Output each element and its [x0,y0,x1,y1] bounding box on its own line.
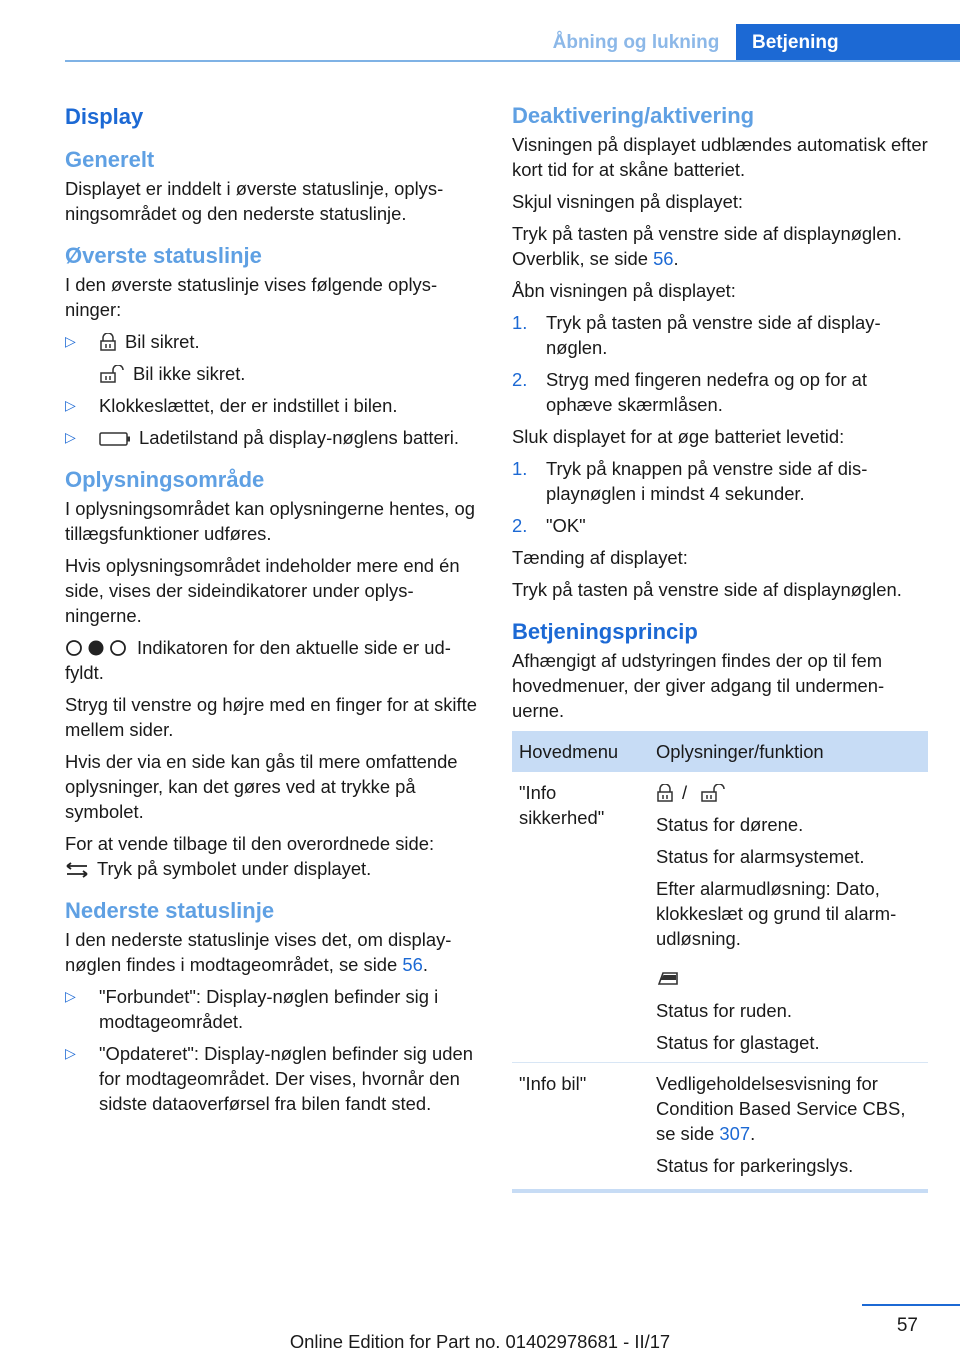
nederste-text: I den nederste statuslinje vises det, om display-nøglen findes i modtageområdet, se side 56. [65,929,452,975]
car-unlocked-text: Bil ikke sikret. [133,363,246,384]
battery-icon [99,431,131,447]
heading-nederste-statuslinje: Nederste statuslinje [65,898,275,923]
deakt-p3: Tryk på tasten på venstre side af displaynøglen. Overblik, se side 56. [512,223,902,269]
list-item: 1. Tryk på tasten på venstre side af displaynøglen. [512,312,881,358]
table-bottom-rule [512,1189,928,1193]
car-unlocked-icon [99,365,125,383]
oplysning-p5: Hvis der via en side kan gås til mere omfattende oplysninger, kan det gøres ved at trykke på symbolet. [65,751,458,822]
list-item: 2. "OK" [512,515,586,536]
car-locked-icon [656,784,674,802]
back-arrow-icon [65,862,89,878]
deakt-p1: Visningen på displayet udblændes automatisk efter kort tid for at skåne batteriet. [512,134,928,180]
nederste-list [65,984,481,1116]
header-chapter-tab[interactable]: Betjening [736,24,960,62]
window-icon [656,968,680,988]
page-link-56[interactable]: 56 [402,954,423,975]
header-rule [65,60,960,62]
header-section-tab[interactable]: Åbning og lukning [552,32,720,53]
return-instruction: Tryk på symbolet under displayet. [97,858,372,879]
bullet-triangle-icon: ▷ [65,988,76,1004]
betjening-text: Afhængigt af udstyringen findes der op til fem hovedmenuer, der giver adgang til undermenuerne. [512,650,885,721]
oplysning-p6 [65,831,481,881]
battery-text: Ladetilstand på display-nøglens batteri. [139,427,459,448]
generelt-text: Displayet er inddelt i øverste statuslinje, oplysningsområdet og den nederste statuslinje. [65,178,444,224]
deakt-p6: Tænding af displayet: [512,547,688,568]
bullet-triangle-icon: ▷ [65,1045,76,1061]
list-item [65,329,481,354]
page-link-307[interactable]: 307 [719,1123,751,1144]
list-item [65,425,481,450]
car-locked-icon [99,333,117,351]
clock-text: Klokkeslættet, der er indstillet i bilen. [99,395,398,416]
steps-off [512,456,928,538]
list-item: ▷ "Forbundet": Display-nøglen befinder sig i modtageområdet. [65,986,439,1032]
table-header-menu: Hovedmenu [512,731,649,772]
deakt-p5: Sluk displayet for at øge batteriet levetid: [512,426,845,447]
menu-table [512,731,928,1185]
page-link-56[interactable]: 56 [653,248,674,269]
table-row: Status for ruden. Status for glastaget. [512,958,928,1063]
page-title: Display [65,104,144,129]
car-locked-text: Bil sikret. [125,331,200,352]
bullet-triangle-icon: ▷ [65,333,76,349]
page-indicator-icon [65,639,129,657]
right-column [512,100,928,1193]
heading-betjeningsprincip: Betjeningsprincip [512,619,698,644]
page-number: 57 [896,1315,918,1336]
deakt-p7: Tryk på tasten på venstre side af displaynøglen. [512,579,902,600]
oplysning-p1: I oplysningsområdet kan oplysningerne hentes, og tillægsfunktioner udføres. [65,498,475,544]
deakt-p2: Skjul visningen på displayet: [512,191,744,212]
return-text: For at vende tilbage til den overordnede side: [65,833,435,854]
list-item: 2. Stryg med fingeren nedefra og op for at ophæve skærmlåsen. [512,369,868,415]
overste-list [65,329,481,450]
heading-generelt: Generelt [65,147,155,172]
heading-oplysningsomrade: Oplysningsområde [65,467,265,492]
oplysning-p3 [65,635,481,685]
deakt-p4: Åbn visningen på displayet: [512,280,736,301]
heading-overste-statuslinje: Øverste statuslinje [65,243,262,268]
footer-text: Online Edition for Part no. 01402978681 - II/17 [289,1331,671,1352]
steps-open [512,310,928,417]
list-item [65,393,481,418]
oplysning-p2: Hvis oplysningsområdet indeholder mere end én side, vises der sideindikatorer under oplysningerne. [65,555,460,626]
car-unlocked-icon [700,784,726,802]
table-row: "Info sikkerhed" / Status for dørene. Status for alarmsystemet. Efter alarmudløsning: Dato, klokkeslæt og grund til alarmudløsning. [519,782,897,949]
indicator-text: Indikatoren for den aktuelle side er udfyldt. [65,637,451,683]
list-item: 1. Tryk på knappen på venstre side af displaynøglen i mindst 4 sekunder. [512,458,868,504]
table-header-info: Oplysninger/funktion [649,731,928,772]
bullet-triangle-icon: ▷ [65,429,76,445]
overste-text: I den øverste statuslinje vises følgende oplysninger: [65,274,438,320]
list-item: ▷ "Opdateret": Display-nøglen befinder sig uden for modtageområdet. Der vises, hvornår den sidste dataoverførsel fra bilen fandt sted. [65,1043,473,1114]
list-subitem [65,361,481,386]
heading-deaktivering: Deaktivering/aktivering [512,103,755,128]
footer-rule [862,1304,960,1306]
table-row: "Info bil" Vedligeholdelsesvisning for Condition Based Service CBS, se side 307. Status for parkeringslys. [512,1063,928,1186]
bullet-triangle-icon: ▷ [65,397,76,413]
left-column [65,100,481,1123]
oplysning-p4: Stryg til venstre og højre med en finger for at skifte mellem sider. [65,694,477,740]
